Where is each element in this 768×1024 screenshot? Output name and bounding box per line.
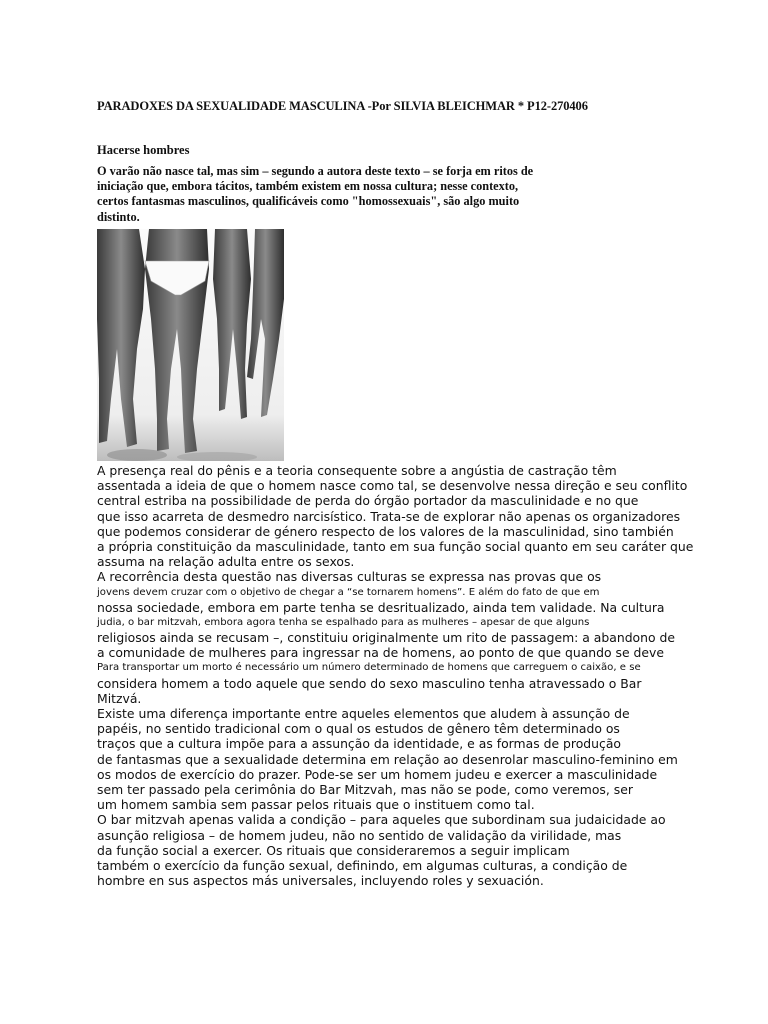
article-photo xyxy=(97,229,284,461)
lead-paragraph xyxy=(97,164,547,225)
body-line: de fantasmas que a sexualidade determina em relação ao desenrolar masculino-feminino em xyxy=(97,751,678,767)
body-line: Para transportar um morto é necessário um número determinado de homens que carreguem o caixão, e se xyxy=(97,662,641,674)
body-line: hombre en sus aspectos más universales, incluyendo roles y sexuación. xyxy=(97,873,544,889)
lead-line: O varão não nasce tal, mas sim – segundo a autora deste texto – se forja em ritos de xyxy=(97,164,534,178)
article-body xyxy=(97,463,717,888)
body-line: O bar mitzvah apenas valida a condição – para aqueles que subordinam sua judaicidade ao xyxy=(97,812,666,828)
body-line: religiosos ainda se recusam –, constituiu originalmente um rito de passagem: a abandono de xyxy=(97,630,675,646)
document-title: PARADOXES DA SEXUALIDADE MASCULINA -Por SILVIA BLEICHMAR * P12-270406 xyxy=(97,99,588,113)
body-line: A presença real do pênis e a teoria consequente sobre a angústia de castração têm xyxy=(97,463,617,478)
body-line: Existe uma diferença importante entre aqueles elementos que aludem à assunção de xyxy=(97,706,630,721)
lead-line: iniciação que, embora tácitos, também existem em nossa cultura; nesse contexto, xyxy=(97,179,519,194)
body-line: nossa sociedade, embora em parte tenha se desritualizado, ainda tem validade. Na cultura xyxy=(97,599,665,615)
body-line: que isso acarreta de desmedro narcisístico. Trata-se de explorar não apenas os organizadores xyxy=(97,508,681,524)
body-line: da função social a exercer. Os rituais que consideraremos a seguir implicam xyxy=(97,842,570,858)
body-line: a comunidade de mulheres para ingressar na de homens, ao ponto de que quando se deve xyxy=(97,645,664,661)
body-line: asunção religiosa – de homem judeu, não no sentido de validação da virilidade, mas xyxy=(97,827,622,843)
body-line: que podemos considerar de género respecto de los valores de la masculinidad, sino también xyxy=(97,523,674,539)
lead-line: distinto. xyxy=(97,209,140,224)
body-line: também o exercício da função sexual, definindo, em algumas culturas, a condição de xyxy=(97,857,628,873)
body-line: papéis, no sentido tradicional com o qual os estudos de gênero têm determinado os xyxy=(97,721,620,737)
body-line: A recorrência desta questão nas diversas culturas se expressa nas provas que os xyxy=(97,569,602,585)
body-line: um homem sambia sem passar pelos rituais que o instituem como tal. xyxy=(97,797,535,813)
section-heading: Hacerse hombres xyxy=(97,143,190,157)
body-line: traços que a cultura impõe para a assunção da identidade, e as formas de produção xyxy=(97,736,621,752)
body-line: sem ter passado pela cerimônia do Bar Mitzvah, mas não se pode, como veremos, ser xyxy=(97,781,633,797)
body-line: jovens devem cruzar com o objetivo de chegar a “se tornarem homens”. E além do fato de que em xyxy=(97,586,600,598)
body-line: considera homem a todo aquele que sendo do sexo masculino tenha atravessado o Bar xyxy=(97,675,642,691)
body-line: a própria constituição da masculinidade, tanto em sua função social quanto em seu caráter que xyxy=(97,538,694,554)
lead-line: certos fantasmas masculinos, qualificáveis como "homossexuais", são algo muito xyxy=(97,194,520,209)
body-line: assentada a ideia de que o homem nasce como tal, se desenvolve nessa direção e seu conflito xyxy=(97,478,688,494)
body-line: os modos de exercício do prazer. Pode-se ser um homem judeu e exercer a masculinidade xyxy=(97,766,658,782)
body-line: central estriba na possibilidade de perda do órgão portador da masculinidade e no que xyxy=(97,493,639,509)
body-line: judia, o bar mitzvah, embora agora tenha se espalhado para as mulheres – apesar de que alguns xyxy=(97,616,590,628)
body-line: assuma na relação adulta entre os sexos. xyxy=(97,554,355,570)
body-line: Mitzvá. xyxy=(97,690,142,706)
